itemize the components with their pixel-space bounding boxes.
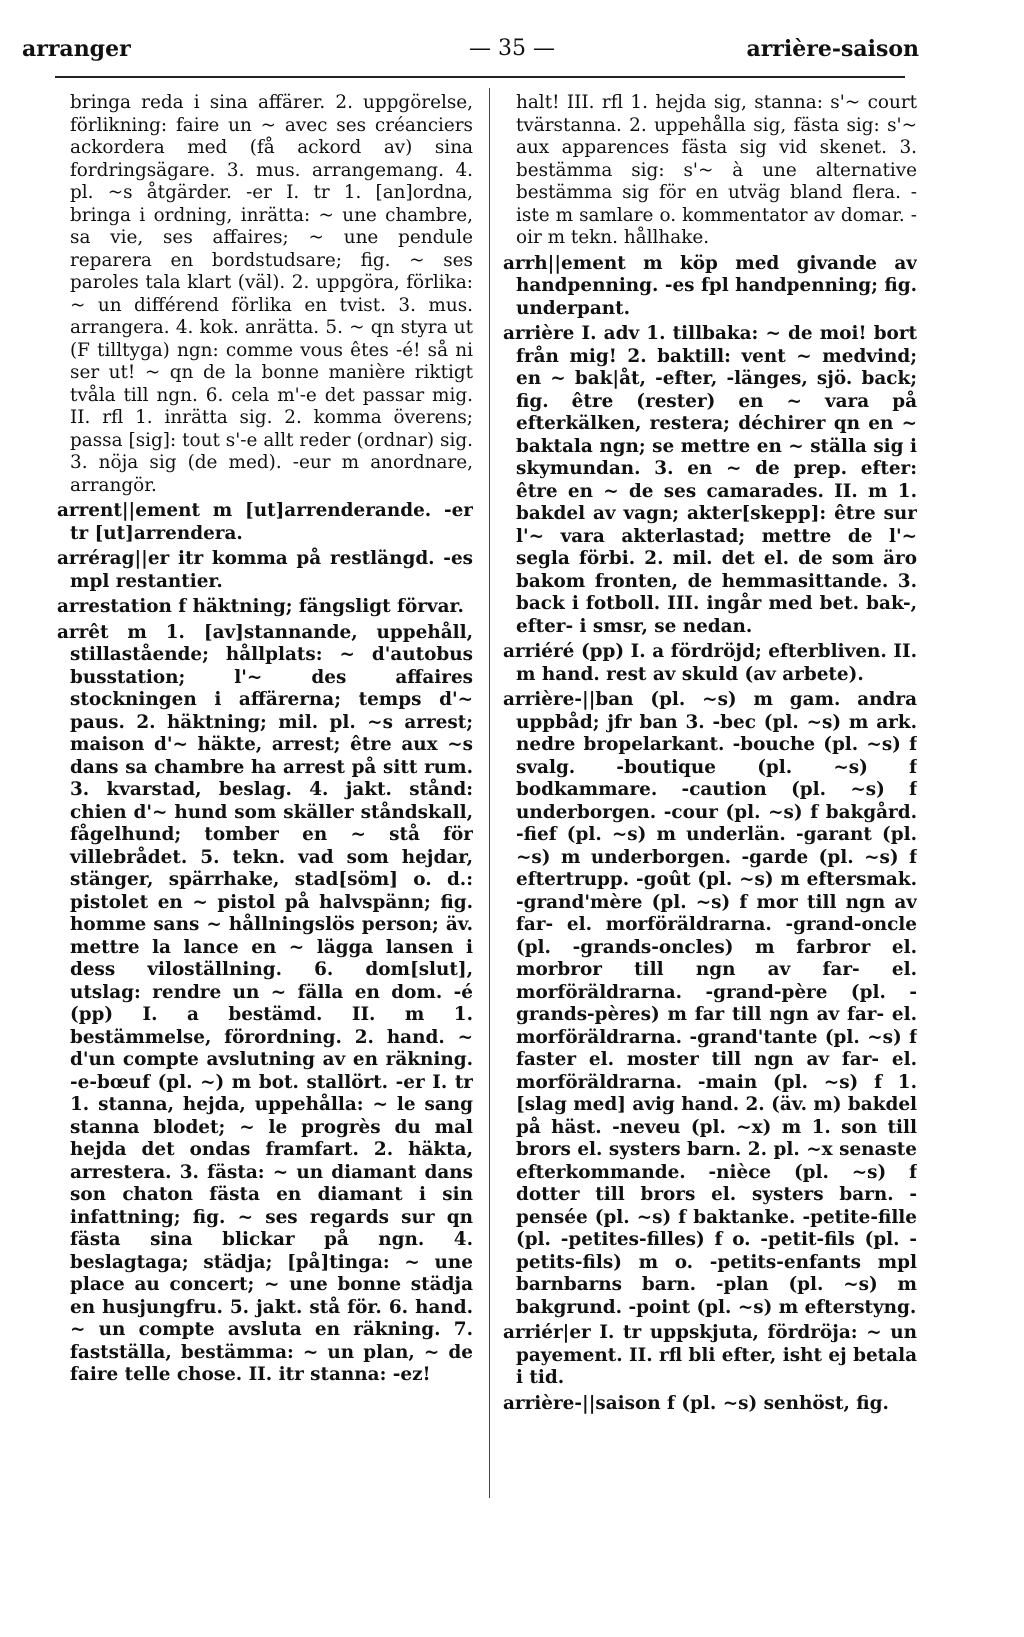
dictionary-entry: arrêt m 1. [av]stannande, uppehåll, stillastående; hållplats: ~ d'autobus busstation; l'~ des affaires stockningen i affärerna; temps d'~ paus. 2. häktning; mil. pl. ~s arrest; maison d'~ häkte, arrest; être aux ~s dans sa chambre ha arrest på sitt rum. 3. kvarstad, beslag. 4. jakt. stånd: chien d'~ hund som skäller ståndskall, fågelhund; tomber en ~ stå för villebrådet. 5. tekn. vad som hejdar, stänger, spärrhake, stad[söm] o. d.: pistolet en ~ pistol på halvspänn; fig. homme sans ~ hållningslös person; äv. mettre la lance en ~ lägga lansen i dess viloställning. 6. dom[slut], utslag: rendre un ~ fälla en dom. -é (pp) I. a bestämd. II. m 1. bestämmelse, förordning. 2. hand. ~ d'un compte avslutning av en räkning. -e-bœuf (pl. ~) m bot. stallört. -er I. tr 1. stanna, hejda, uppehålla: ~ le sang stanna blodet; ~ le progrès du mal hejda det ondas framfart. 2. häkta, arrestera. 3. fästa: ~ un diamant dans son chaton fästa en diamant i sin infattning; fig. ~ ses regards sur qn fästa sina blickar på ngn. 4. beslagtaga; städja; [på]tinga: ~ une place au concert; ~ une bonne städja en husjungfru. 5. jakt. stå för. 6. hand. ~ un compte avsluta en räkning. 7. fastställa, bestämma: ~ un plan, ~ de faire telle chose. II. itr stanna: -ez! [57, 621, 473, 1385]
dictionary-entry: halt! III. rfl 1. hejda sig, stanna: s'~ court tvärstanna. 2. uppehålla sig, fästa sig: s'~ aux apparences fästa sig vid skenet. 3. bestämma sig: s'~ à une alternative bestämma sig för en utväg bland flera. -iste m samlare o. kommentator av domar. -oir m tekn. hållhake. [516, 92, 917, 248]
guide-word-left: arranger [22, 36, 131, 62]
right-column [503, 92, 917, 1592]
left-column [57, 92, 473, 1592]
page-number: — 35 — [469, 36, 555, 61]
dictionary-entry: arrestation f häktning; fängsligt förvar. [57, 596, 464, 617]
dictionary-entry: arrière I. adv 1. tillbaka: ~ de moi! bort från mig! 2. baktill: vent ~ medvind; en ~ bak|åt, -efter, -länges, sjö. back; fig. être (rester) en ~ vara på efterkälken, restera; déchirer qn en ~ baktala ngn; se mettre en ~ ställa sig i skymundan. 3. en ~ de prep. efter: être en ~ de ses camarades. II. m 1. bakdel av vagn; akter[skepp]: être sur l'~ vara akterlastad; mettre de l'~ segla förbi. 2. mil. det el. de som äro bakom fronten, de hemmasittande. 3. back i fotboll. III. ingår med bet. bak-, efter- i smsr, se nedan. [503, 323, 917, 637]
guide-word-right: arrière-saison [746, 36, 919, 62]
dictionary-entry: arrh||ement m köp med givande av handpenning. -es fpl handpenning; fig. underpant. [503, 252, 917, 319]
dictionary-entry: bringa reda i sina affärer. 2. uppgörelse, förlikning: faire un ~ avec ses créanciers ackordera med (få ackord av) sina fordringsägare. 3. mus. arrangemang. 4. pl. ~s åtgärder. -er I. tr 1. [an]ordna, bringa i ordning, inrätta: ~ une chambre, sa vie, ses affaires; ~ une pendule reparera en bordstudsare; fig. ~ ses paroles tala klart (väl). 2. uppgöra, förlika: ~ un différend förlika en tvist. 3. mus. arrangera. 4. kok. anrätta. 5. ~ qn styra ut (F tilltyga) ngn: comme vous êtes -é! så ni ser ut! ~ qn de la bonne manière riktigt tvåla till ngn. 6. cela m'-e det passar mig. II. rfl 1. inrätta sig. 2. komma överens; passa [sig]: tout s'-e allt reder (ordnar) sig. 3. nöja sig (de med). -eur m anordnare, arrangör. [70, 92, 473, 496]
dictionary-entry: arrière-||ban (pl. ~s) m gam. andra uppbåd; jfr ban 3. -bec (pl. ~s) m ark. nedre bropelarkant. -bouche (pl. ~s) f svalg. -boutique (pl. ~s) f bodkammare. -caution (pl. ~s) f underborgen. -cour (pl. ~s) f bakgård. -fief (pl. ~s) m underlän. -garant (pl. ~s) m underborgen. -garde (pl. ~s) f eftertrupp. -goût (pl. ~s) m eftersmak. -grand'mère (pl. ~s) f mor till ngn av far- el. morföräldrarna. -grand-oncle (pl. -grands-oncles) m farbror el. morbror till ngn av far- el. morföräldrarna. -grand-père (pl. -grands-pères) m far till ngn av far- el. morföräldrarna. -grand'tante (pl. ~s) f faster el. moster till ngn av far- el. morföräldrarna. -main (pl. ~s) f 1. [slag med] avig hand. 2. (äv. m) bakdel på häst. -neveu (pl. ~x) m 1. son till brors el. systers barn. 2. pl. ~x senaste efterkommande. -nièce (pl. ~s) f dotter till brors el. systers barn. -pensée (pl. ~s) f baktanke. -petite-fille (pl. -petites-filles) f o. -petit-fils (pl. -petits-fils) m o. -petits-enfants mpl barnbarns barn. -plan (pl. ~s) m bakgrund. -point (pl. ~s) m efterstyng. [503, 689, 917, 1318]
column-divider [489, 88, 490, 1498]
dictionary-entry: arrent||ement m [ut]arrenderande. -er tr [ut]arrendera. [57, 500, 473, 544]
dictionary-entry: arrérag||er itr komma på restlängd. -es mpl restantier. [57, 548, 473, 592]
header-rule [55, 76, 905, 78]
dictionary-entry: arriéré (pp) I. a fördröjd; efterbliven. II. m hand. rest av skuld (av arbete). [503, 641, 917, 685]
dictionary-entry: arrière-||saison f (pl. ~s) senhöst, fig. [503, 1392, 889, 1414]
dictionary-entry: arriér|er I. tr uppskjuta, fördröja: ~ un payement. II. rfl bli efter, isht ej betala i tid. [503, 1322, 917, 1388]
